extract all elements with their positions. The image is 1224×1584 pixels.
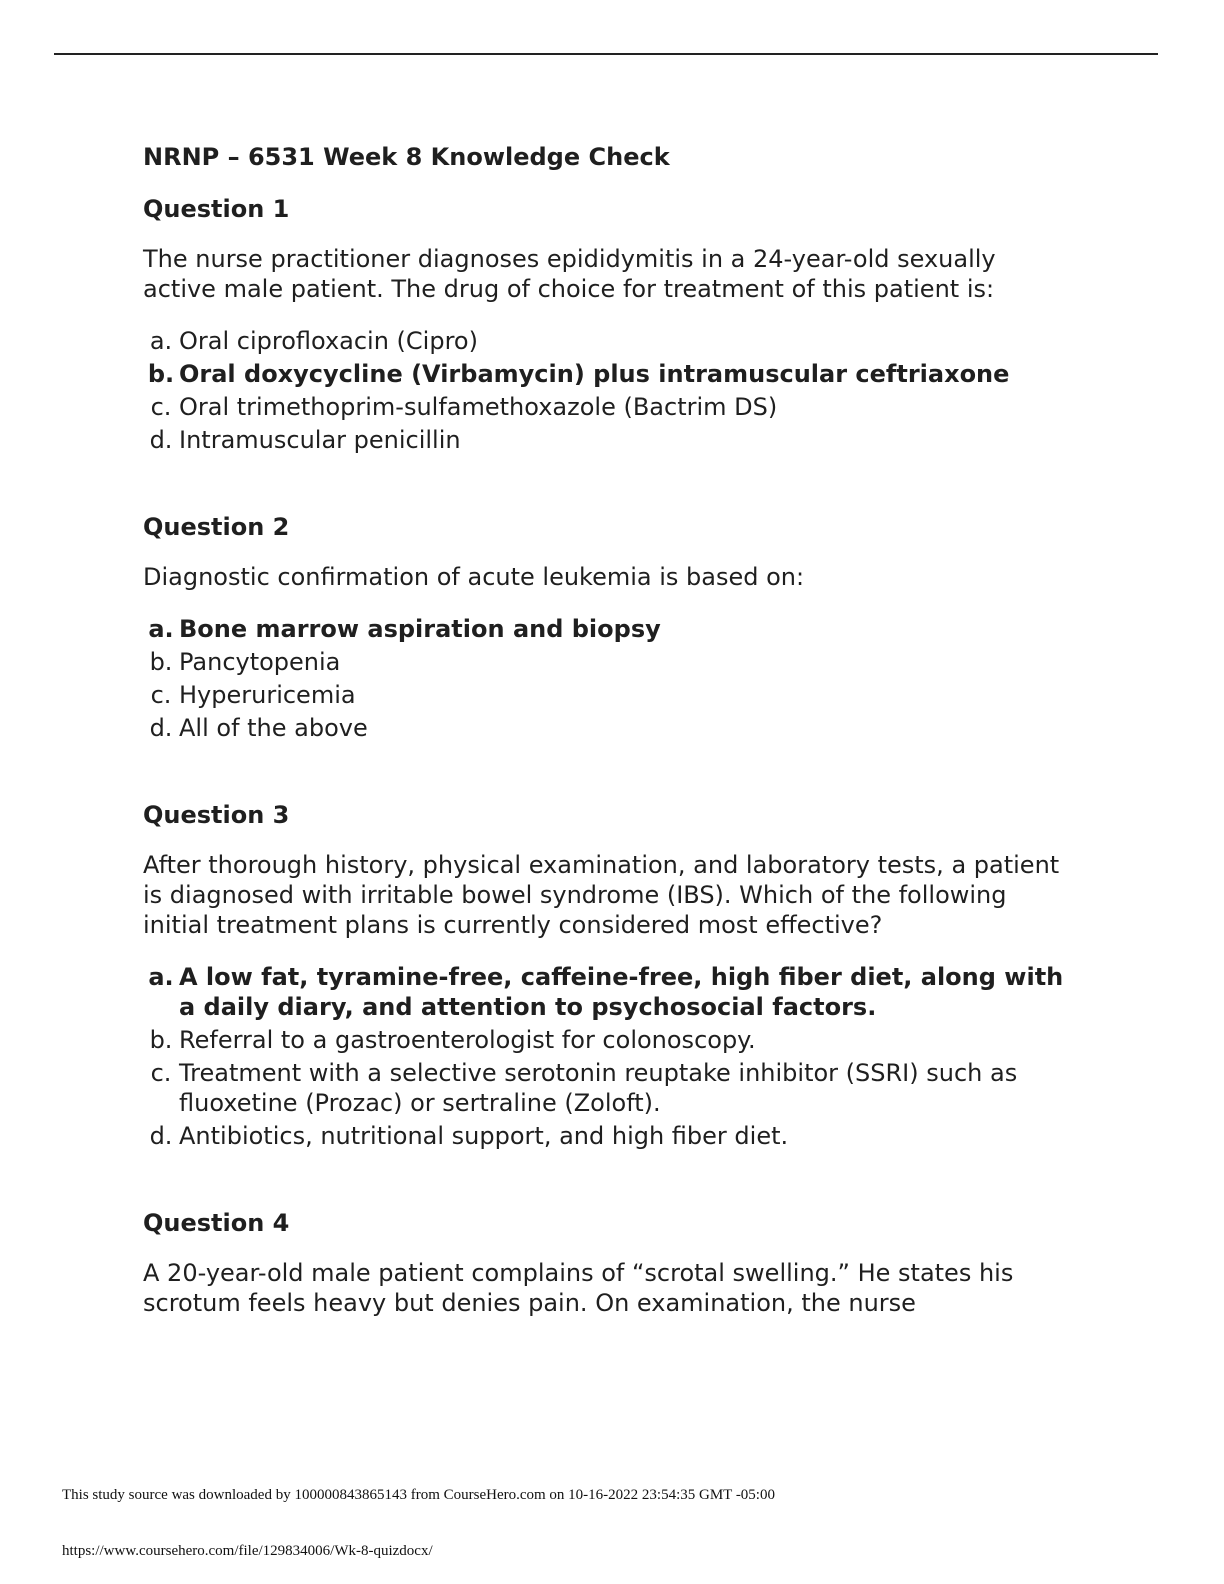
source-url[interactable]: https://www.coursehero.com/file/129834006/Wk-8-quizdocx/ xyxy=(62,1543,433,1559)
option-letter: c. xyxy=(150,1059,172,1087)
answer-option xyxy=(143,680,1073,710)
spacer xyxy=(143,746,1073,798)
option-text: Oral trimethoprim-sulfamethoxazole (Bactrim DS) xyxy=(179,393,778,421)
option-text: A low fat, tyramine-free, caffeine-free, high fiber diet, along with a daily diary, and attention to psychosocial factors. xyxy=(179,963,1064,1021)
question-heading: Question 1 xyxy=(143,195,290,223)
spacer xyxy=(143,458,1073,510)
option-letter: d. xyxy=(149,714,173,742)
option-text: Intramuscular penicillin xyxy=(179,426,461,454)
option-text: Hyperuricemia xyxy=(179,681,356,709)
question-4 xyxy=(143,1206,1073,1318)
option-letter: a. xyxy=(149,327,173,355)
answer-option-correct xyxy=(143,359,1073,389)
answer-option xyxy=(143,1025,1073,1055)
answer-option xyxy=(143,425,1073,455)
top-rule xyxy=(54,53,1158,55)
answer-option xyxy=(143,713,1073,743)
option-text: Treatment with a selective serotonin reuptake inhibitor (SSRI) such as fluoxetine (Prozac) or sertraline (Zoloft). xyxy=(179,1059,1018,1117)
answer-options xyxy=(143,962,1073,1151)
option-letter: a. xyxy=(148,963,174,991)
download-notice: This study source was downloaded by 100000843865143 from CourseHero.com on 10-16-2022 23:54:35 GMT -05:00 xyxy=(62,1487,775,1503)
option-text: Bone marrow aspiration and biopsy xyxy=(179,615,661,643)
answer-option-correct xyxy=(143,614,1073,644)
question-text: Diagnostic confirmation of acute leukemia is based on: xyxy=(143,563,805,591)
option-text: Referral to a gastroenterologist for colonoscopy. xyxy=(179,1026,756,1054)
answer-option xyxy=(143,647,1073,677)
document-body xyxy=(143,140,1073,1340)
answer-option xyxy=(143,392,1073,422)
option-letter: d. xyxy=(149,426,173,454)
answer-option xyxy=(143,1121,1073,1151)
question-text: The nurse practitioner diagnoses epididymitis in a 24-year-old sexually active male patient. The drug of choice for treatment of this patient is: xyxy=(143,245,996,303)
question-text: A 20-year-old male patient complains of “scrotal swelling.” He states his scrotum feels heavy but denies pain. On examination, the nurse xyxy=(143,1259,1014,1317)
question-2 xyxy=(143,510,1073,798)
option-letter: b. xyxy=(149,648,173,676)
question-heading: Question 3 xyxy=(143,801,290,829)
answer-option xyxy=(143,326,1073,356)
answer-options xyxy=(143,614,1073,743)
option-text: Oral doxycycline (Virbamycin) plus intramuscular ceftriaxone xyxy=(179,360,1010,388)
question-3 xyxy=(143,798,1073,1206)
document-title: NRNP – 6531 Week 8 Knowledge Check xyxy=(143,143,670,171)
option-text: Pancytopenia xyxy=(179,648,341,676)
answer-options xyxy=(143,326,1073,455)
question-text: After thorough history, physical examination, and laboratory tests, a patient is diagnosed with irritable bowel syndrome (IBS). Which of the following initial treatment plans is currently considered most effective? xyxy=(143,851,1060,939)
question-heading: Question 2 xyxy=(143,513,290,541)
option-letter: c. xyxy=(150,681,172,709)
answer-option-correct xyxy=(143,962,1073,1022)
spacer xyxy=(143,1154,1073,1206)
question-1 xyxy=(143,192,1073,510)
option-letter: c. xyxy=(150,393,172,421)
question-heading: Question 4 xyxy=(143,1209,290,1237)
option-letter: a. xyxy=(148,615,174,643)
option-letter: b. xyxy=(147,360,175,388)
option-text: Antibiotics, nutritional support, and high fiber diet. xyxy=(179,1122,789,1150)
option-text: Oral ciprofloxacin (Cipro) xyxy=(179,327,478,355)
answer-option xyxy=(143,1058,1073,1118)
option-letter: b. xyxy=(149,1026,173,1054)
option-letter: d. xyxy=(149,1122,173,1150)
option-text: All of the above xyxy=(179,714,368,742)
